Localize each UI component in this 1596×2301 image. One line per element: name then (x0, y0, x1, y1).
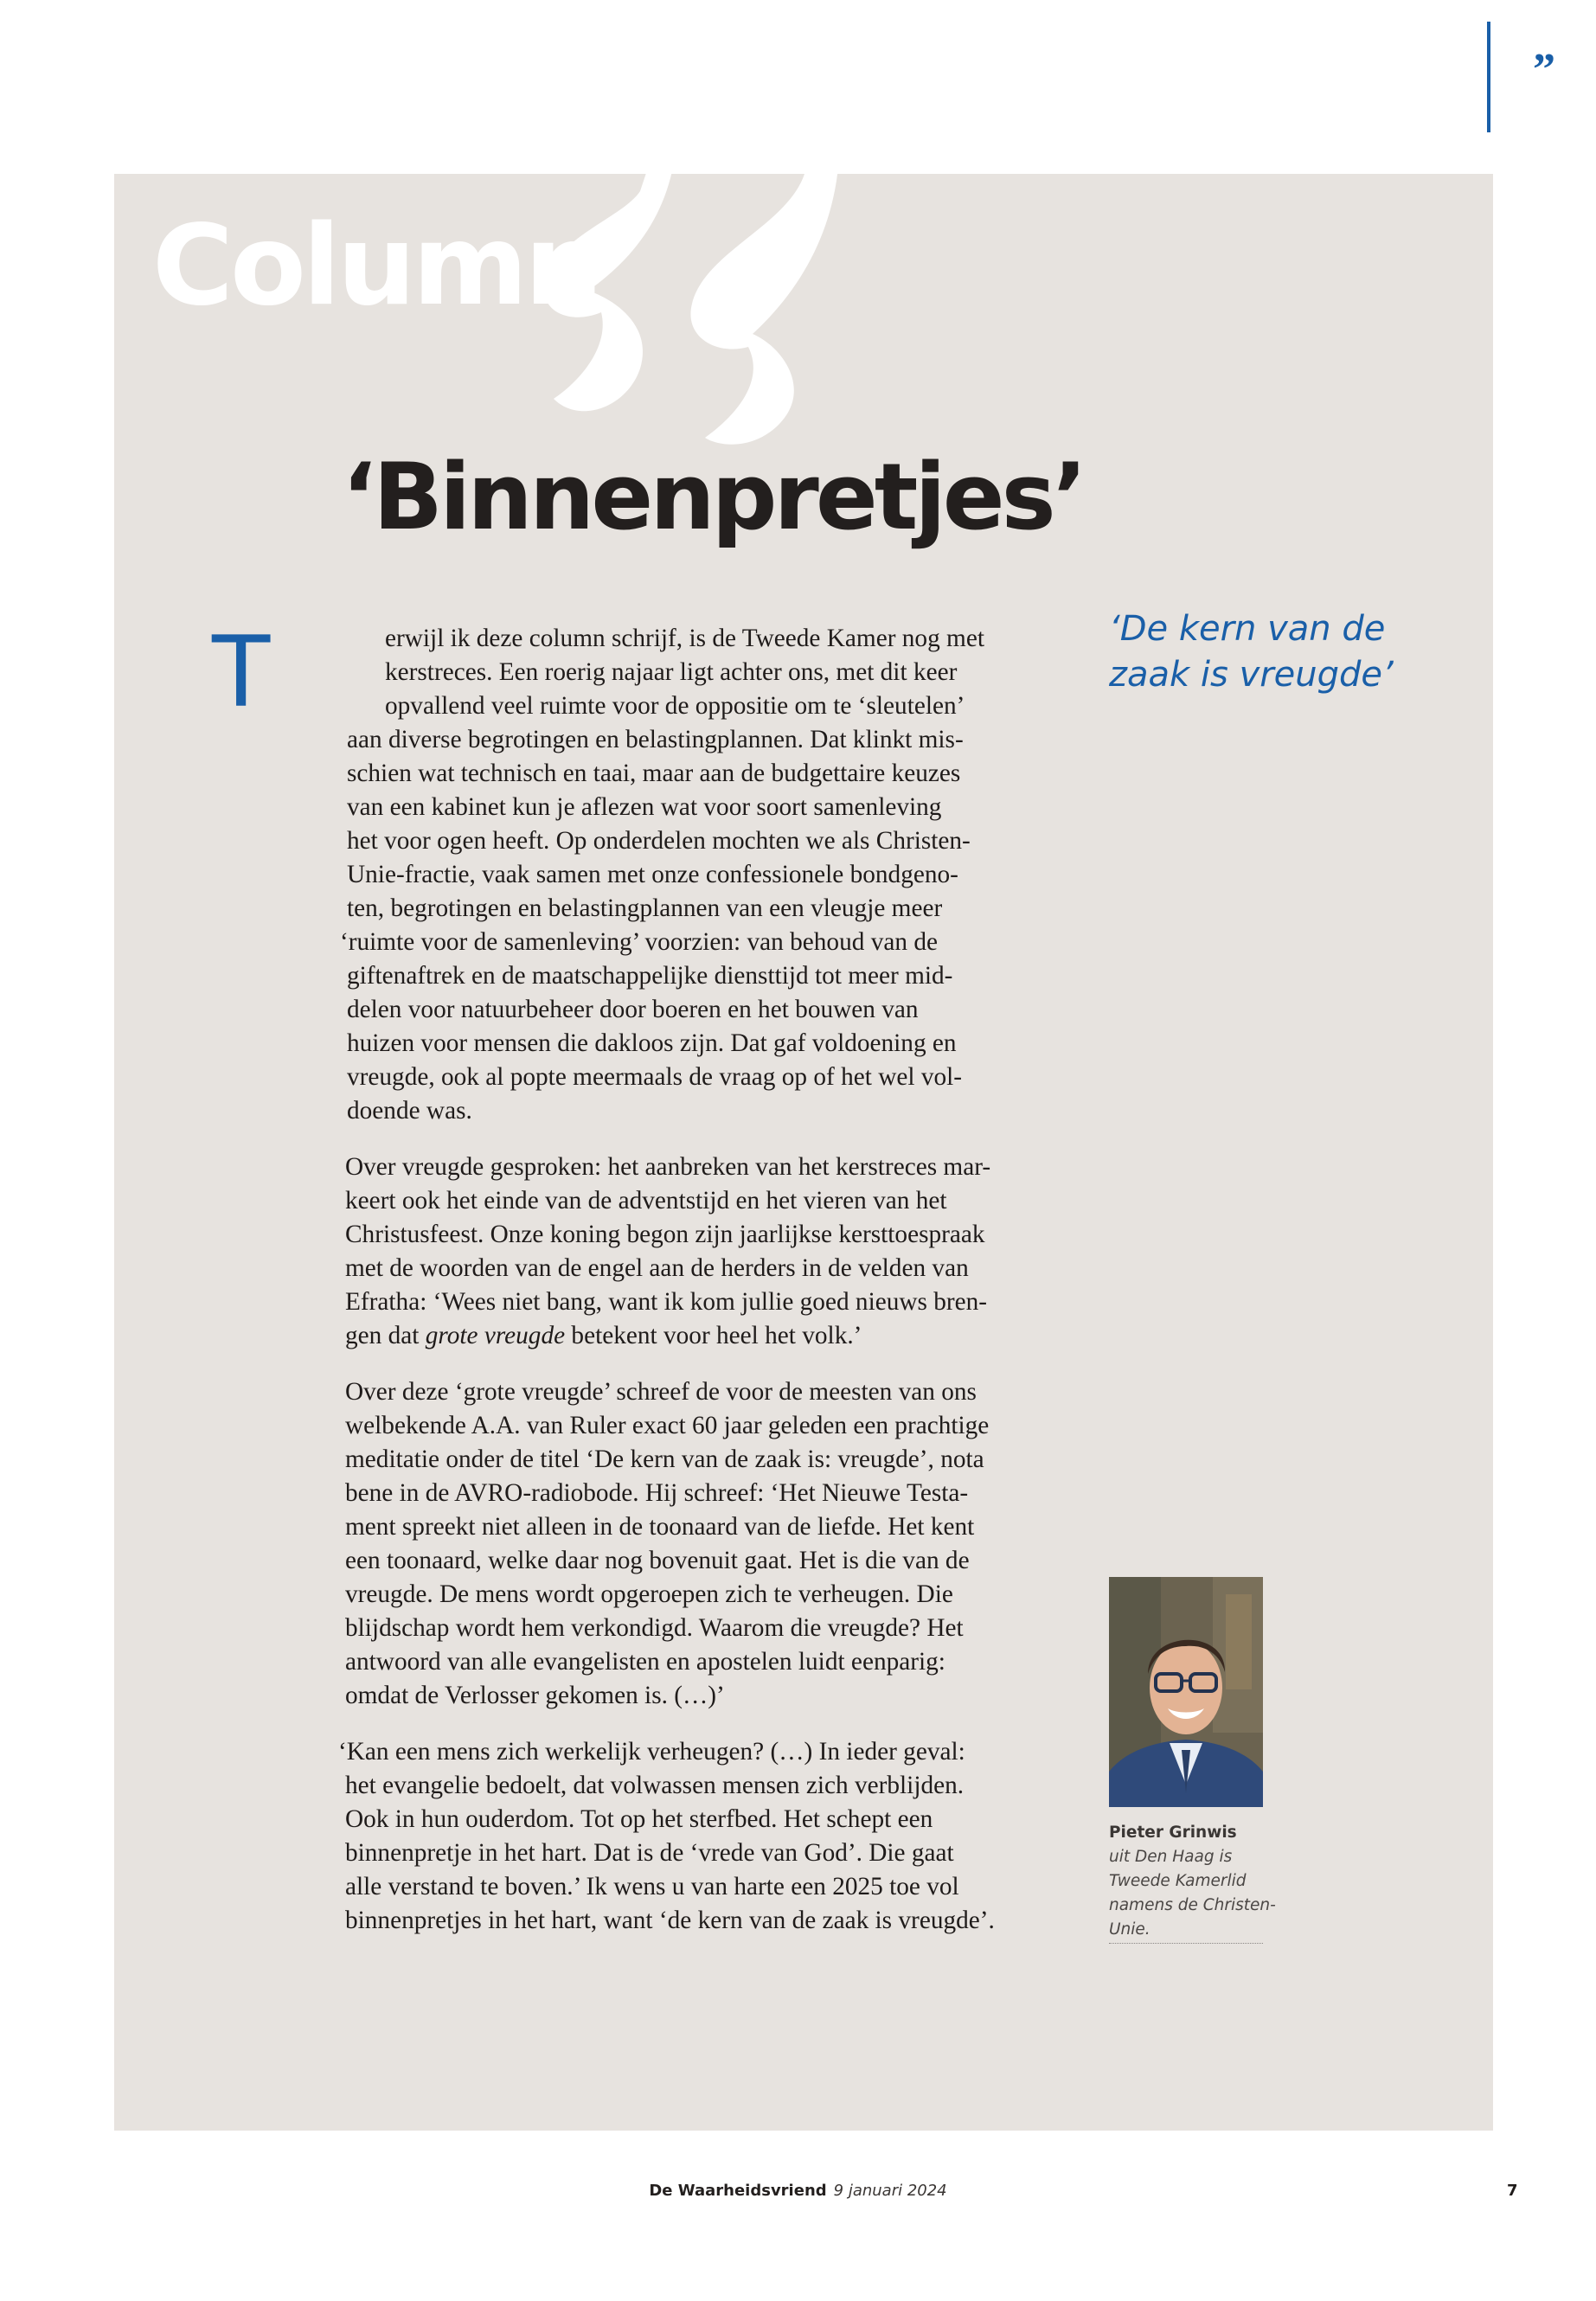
author-bio-line: uit Den Haag is (1109, 1848, 1233, 1866)
text-line: Unie-fractie, vaak samen met onze confessionele bondgeno- (347, 861, 958, 888)
pull-quote (1109, 606, 1438, 698)
article-body (338, 622, 1072, 1938)
text-line: vreugde, ook al popte meermaals de vraag op of het wel vol- (347, 1063, 963, 1091)
drop-cap (209, 612, 273, 728)
text-line (345, 1319, 1072, 1353)
author-bio-line: namens de Christen- (1109, 1896, 1276, 1914)
text-line: vreugde. De mens wordt opgeroepen zich te verheugen. Die (345, 1580, 953, 1608)
text-line: doende was. (347, 1097, 472, 1125)
text-line: met de woorden van de engel aan de herders in de velden van (345, 1254, 969, 1282)
author-name: Pieter Grinwis (1109, 1823, 1237, 1842)
header-accent-rule (1487, 22, 1490, 132)
body-paragraph (340, 622, 1072, 1128)
text-line: meditatie onder de titel ‘De kern van de zaak is: vreugde’, nota (345, 1445, 984, 1473)
text-line: Over deze ‘grote vreugde’ schreef de voor de meesten van ons (345, 1378, 977, 1406)
column-panel (114, 174, 1493, 2131)
text-segment: gen dat (345, 1322, 426, 1349)
text-line: Ook in hun ouderdom. Tot op het sterfbed. Het schept een (345, 1805, 933, 1833)
text-line: het evangelie bedoelt, dat volwassen mensen zich verblijden. (345, 1772, 965, 1799)
drop-cap-letter: T (209, 612, 273, 728)
column-section-label: Column (152, 202, 600, 330)
text-line: huizen voor mensen die dakloos zijn. Dat gaf voldoening en (347, 1029, 957, 1057)
text-line: omdat de Verlosser gekomen is. (…)’ (345, 1682, 725, 1709)
text-line: keert ook het einde van de adventstijd en het vieren van het (345, 1187, 947, 1215)
text-line: giftenaftrek en de maatschappelijke diensttijd tot meer mid- (347, 962, 953, 990)
text-line: delen voor natuurbeheer door boeren en het bouwen van (347, 996, 919, 1023)
text-line: een toonaard, welke daar nog bovenuit gaat. Het is die van de (345, 1547, 970, 1574)
text-line: blijdschap wordt hem verkondigd. Waarom die vreugde? Het (345, 1614, 964, 1642)
text-line: schien wat technisch en taai, maar aan de budgettaire keuzes (347, 760, 961, 787)
text-line: binnenpretje in het hart. Dat is de ‘vrede van God’. Die gaat (345, 1839, 954, 1867)
issue-date: 9 januari 2024 (833, 2182, 947, 2200)
text-line: opvallend veel ruimte voor de oppositie om te ‘sleutelen’ (385, 692, 965, 720)
text-line: alle verstand te boven.’ Ik wens u van harte een 2025 toe vol (345, 1873, 959, 1900)
author-bio-line: Unie. (1109, 1920, 1151, 1939)
body-paragraph (338, 1735, 1072, 1938)
page-footer (0, 2182, 1596, 2200)
body-paragraph (345, 1375, 1072, 1713)
author-bio (1109, 1821, 1276, 1942)
text-segment: betekent voor heel het volk.’ (565, 1322, 862, 1349)
author-photo (1109, 1577, 1263, 1807)
text-line: Efratha: ‘Wees niet bang, want ik kom jullie goed nieuws bren- (345, 1288, 988, 1316)
text-line: ment spreekt niet alleen in de toonaard van de liefde. Het kent (345, 1513, 975, 1541)
text-line: antwoord van alle evangelisten en apostelen luidt eenparig: (345, 1648, 945, 1676)
text-line: erwijl ik deze column schrijf, is de Tweede Kamer nog met (385, 625, 984, 652)
text-line: ‘Kan een mens zich werkelijk verheugen? (…) In ieder geval: (338, 1738, 965, 1766)
publication-name: De Waarheidsvriend (649, 2182, 827, 2200)
text-line: binnenpretjes in het hart, want ‘de kern van de zaak is vreugde’. (345, 1907, 995, 1934)
quote-mark-icon: ” (1533, 45, 1555, 94)
text-line: ‘ruimte voor de samenleving’ voorzien: van behoud van de (340, 928, 938, 956)
emphasis-text: grote vreugde (425, 1322, 566, 1349)
text-line: aan diverse begrotingen en belastingplannen. Dat klinkt mis- (347, 726, 964, 753)
text-line: ten, begrotingen en belastingplannen van een vleugje meer (347, 894, 943, 922)
text-line: bene in de AVRO-radiobode. Hij schreef: ‘Het Nieuwe Testa- (345, 1479, 969, 1507)
text-line: kerstreces. Een roerig najaar ligt achter ons, met dit keer (385, 658, 958, 686)
author-bio-line: Tweede Kamerlid (1109, 1872, 1247, 1890)
text-line: van een kabinet kun je aflezen wat voor soort samenleving (347, 793, 942, 821)
bio-divider (1109, 1943, 1263, 1944)
text-line: Over vreugde gesproken: het aanbreken van het kerstreces mar- (345, 1153, 991, 1181)
page-number: 7 (1507, 2182, 1518, 2200)
text-line: welbekende A.A. van Ruler exact 60 jaar geleden een prachtige (345, 1412, 990, 1439)
pull-quote-line: zaak is vreugde’ (1109, 655, 1394, 695)
text-line: Christusfeest. Onze koning begon zijn jaarlijkse kersttoespraak (345, 1221, 985, 1248)
text-line: het voor ogen heeft. Op onderdelen mochten we als Christen- (347, 827, 971, 855)
article-headline: ‘Binnenpretjes’ (342, 444, 1084, 550)
body-paragraph (345, 1150, 1072, 1353)
pull-quote-line: ‘De kern van de (1109, 609, 1386, 649)
